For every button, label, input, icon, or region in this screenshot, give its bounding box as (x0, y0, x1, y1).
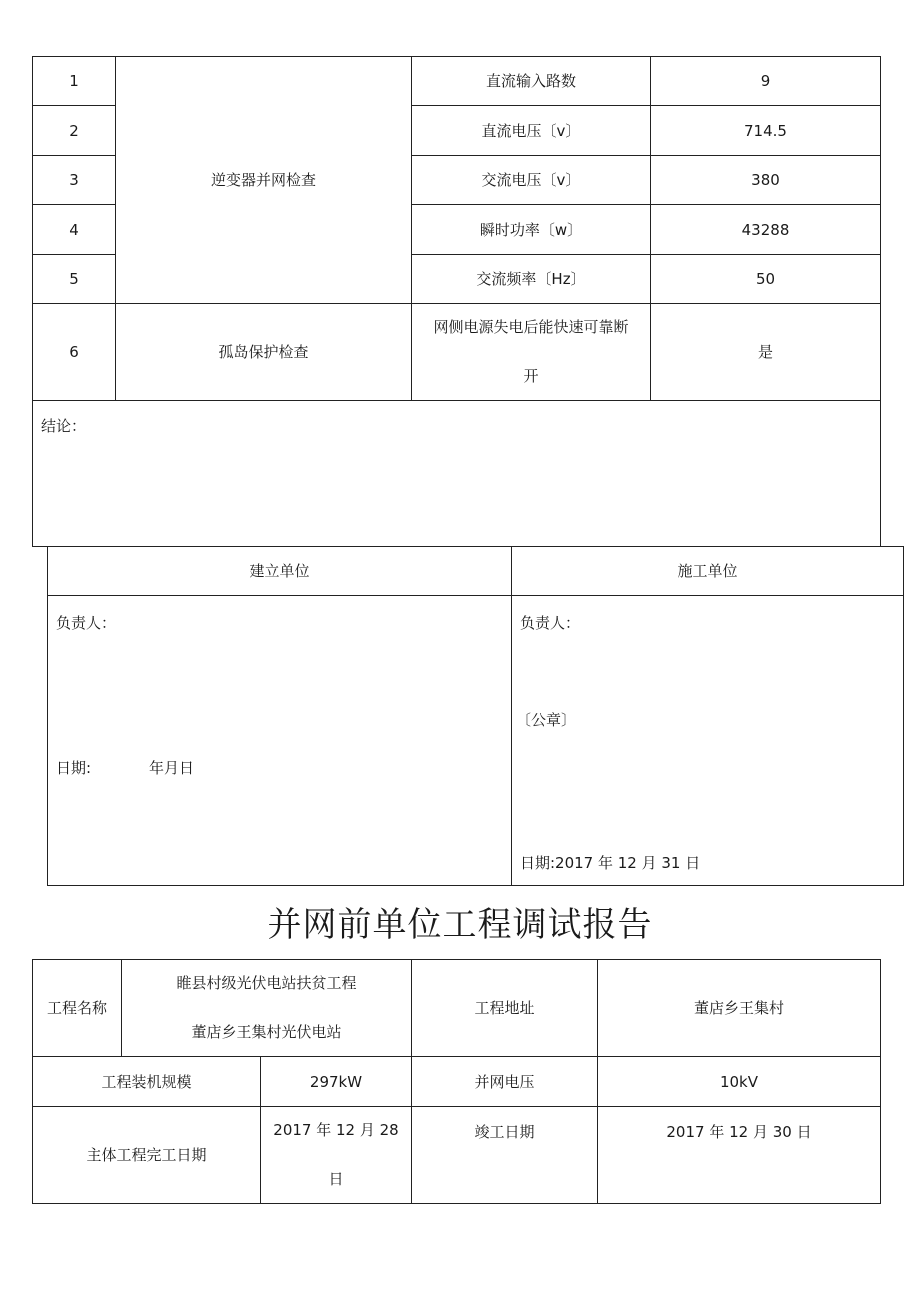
item-label: 交流频率〔Hz〕 (476, 270, 586, 288)
row-number-text: 2 (69, 121, 79, 140)
project-name-value-cell (121, 959, 412, 1057)
item-label: 网侧电源失电后能快速可靠断 (433, 318, 629, 336)
contractor-date: 日期:2017 年 12 月 31 日 (520, 854, 701, 872)
voltage-value: 10kV (719, 1072, 759, 1091)
scale-value: 297kW (309, 1072, 363, 1091)
row-number-text: 4 (69, 220, 79, 239)
item-cell (411, 105, 651, 156)
report-title: 并网前单位工程调试报告 (267, 905, 653, 945)
contractor-responsible: 负责人： (520, 614, 581, 632)
conclusion-cell (32, 400, 881, 547)
final-value-cell (597, 1106, 881, 1204)
row-number-text: 1 (69, 72, 79, 90)
project-address-label: 工程地址 (474, 999, 535, 1017)
item-cell (411, 303, 651, 401)
contractor-sign-cell (511, 595, 904, 886)
scale-value-cell (260, 1056, 412, 1107)
value-text: 50 (755, 270, 776, 288)
project-name-label-cell (32, 959, 122, 1057)
group-inverter-check (115, 56, 412, 304)
value-text: 是 (757, 343, 773, 361)
voltage-label: 并网电压 (474, 1072, 535, 1091)
value-text: 714.5 (744, 121, 787, 140)
item-cell (411, 56, 651, 106)
final-label-cell (411, 1106, 598, 1204)
item-cell (411, 155, 651, 205)
main-complete-line: 日 (328, 1170, 344, 1188)
final-value: 2017 年 12 月 30 日 (666, 1123, 812, 1141)
value-cell (650, 303, 881, 401)
project-name-label: 工程名称 (46, 999, 107, 1017)
final-label: 竣工日期 (474, 1123, 535, 1141)
item-label: 直流输入路数 (485, 72, 576, 90)
item-label: 直流电压〔v〕 (481, 121, 581, 140)
main-complete-label-cell (32, 1106, 261, 1204)
value-cell (650, 56, 881, 106)
project-address-value-cell (597, 959, 881, 1057)
builder-header-text: 建立单位 (249, 562, 310, 580)
value-cell (650, 204, 881, 255)
group-island-protection (115, 303, 412, 401)
builder-responsible: 负责人： (56, 614, 117, 632)
contractor-header (511, 546, 904, 596)
value-cell (650, 105, 881, 156)
row-number (32, 56, 116, 106)
project-address-label-cell (411, 959, 598, 1057)
project-address-value: 董店乡王集村 (693, 999, 784, 1017)
builder-header (47, 546, 512, 596)
conclusion-label: 结论： (41, 417, 87, 435)
row-number-text: 3 (69, 171, 79, 189)
contractor-header-text: 施工单位 (677, 562, 738, 580)
value-cell (650, 254, 881, 304)
builder-sign-cell (47, 595, 512, 886)
value-text: 380 (751, 171, 780, 189)
row-number (32, 254, 116, 304)
scale-label-cell (32, 1056, 261, 1107)
group-label: 孤岛保护检查 (218, 343, 309, 361)
voltage-value-cell (597, 1056, 881, 1107)
voltage-label-cell (411, 1056, 598, 1107)
row-number (32, 155, 116, 205)
main-complete-line: 2017 年 12 月 28 (273, 1121, 399, 1139)
scale-label: 工程装机规模 (101, 1072, 192, 1091)
item-cell (411, 254, 651, 304)
row-number (32, 204, 116, 255)
item-cell (411, 204, 651, 255)
row-number (32, 303, 116, 401)
builder-date-value: 年月日 (149, 759, 195, 777)
row-number-text: 5 (69, 270, 79, 288)
group-label: 逆变器并网检查 (210, 171, 316, 189)
project-name-line: 睢县村级光伏电站扶贫工程 (176, 974, 357, 992)
main-complete-label: 主体工程完工日期 (86, 1146, 207, 1164)
builder-date-label: 日期: (56, 759, 92, 777)
value-text: 43288 (741, 220, 790, 239)
row-number (32, 105, 116, 156)
item-label: 开 (523, 367, 539, 385)
contractor-seal: 〔公章〕 (516, 711, 577, 729)
row-number-text: 6 (69, 343, 79, 361)
value-cell (650, 155, 881, 205)
main-complete-value-cell (260, 1106, 412, 1204)
value-text: 9 (760, 72, 771, 90)
item-label: 瞬时功率〔w〕 (479, 220, 583, 239)
item-label: 交流电压〔v〕 (481, 171, 581, 189)
project-name-line: 董店乡王集村光伏电站 (191, 1023, 342, 1041)
